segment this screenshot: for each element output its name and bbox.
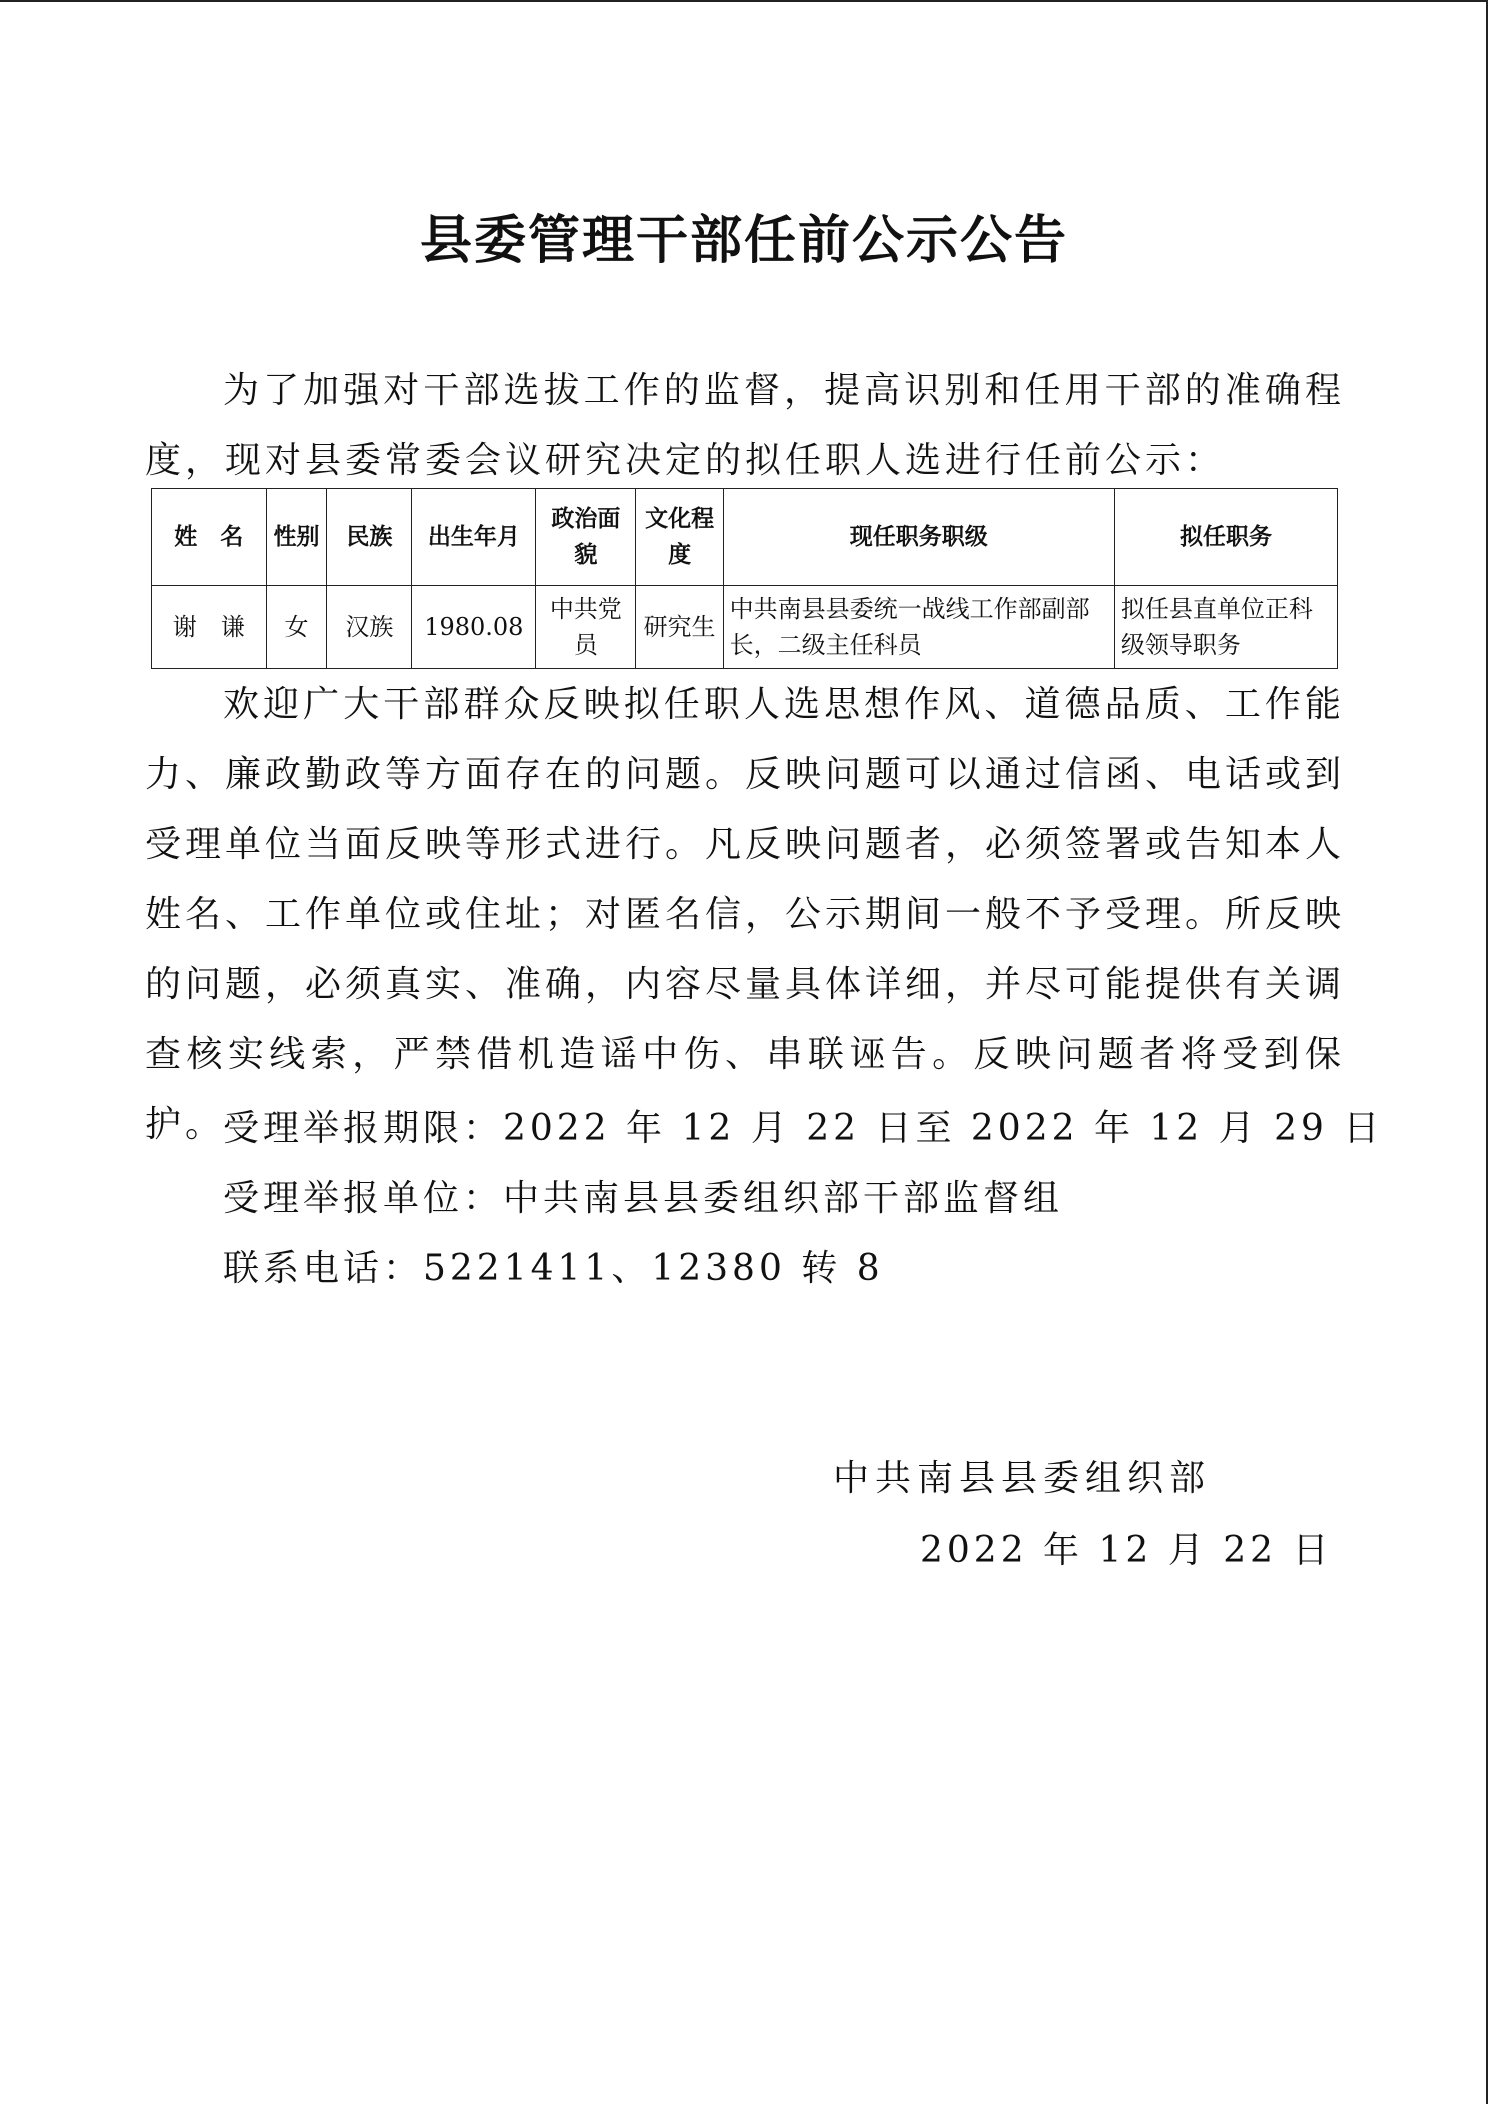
header-current-position: 现任职务职级 bbox=[723, 489, 1114, 586]
table-header-row bbox=[152, 489, 1338, 586]
cell-current-position: 中共南县县委统一战线工作部副部长，二级主任科员 bbox=[723, 586, 1114, 669]
candidate-table bbox=[151, 488, 1338, 669]
header-ethnicity: 民族 bbox=[327, 489, 412, 586]
cell-gender: 女 bbox=[266, 586, 327, 669]
cell-education: 研究生 bbox=[636, 586, 723, 669]
header-birth: 出生年月 bbox=[412, 489, 536, 586]
intro-paragraph: 为了加强对干部选拔工作的监督，提高识别和任用干部的准确程度，现对县委常委会议研究决定的拟任职人选进行任前公示： bbox=[145, 370, 1345, 481]
signature-date: 2022 年 12 月 22 日 bbox=[920, 1530, 1333, 1571]
header-proposed-position: 拟任职务 bbox=[1114, 489, 1337, 586]
cell-ethnicity: 汉族 bbox=[327, 586, 412, 669]
cell-name: 谢 谦 bbox=[152, 586, 267, 669]
contact-phone: 联系电话：5221411、12380 转 8 bbox=[223, 1248, 884, 1289]
cell-proposed-position: 拟任县直单位正科级领导职务 bbox=[1114, 586, 1337, 669]
body-paragraph: 欢迎广大干部群众反映拟任职人选思想作风、道德品质、工作能力、廉政勤政等方面存在的问题。反映问题可以通过信函、电话或到受理单位当面反映等形式进行。凡反映问题者，必须签署或告知本人姓名、工作单位或住址；对匿名信，公示期间一般不予受理。所反映的问题，必须真实、准确，内容尽量具体详细，并尽可能提供有关调查核实线索，严禁借机造谣中伤、串联诬告。反映问题者将受到保护。 bbox=[145, 684, 1346, 1145]
report-unit: 受理举报单位：中共南县县委组织部干部监督组 bbox=[223, 1178, 1064, 1219]
header-name: 姓 名 bbox=[152, 489, 267, 586]
signature-org: 中共南县县委组织部 bbox=[833, 1458, 1212, 1499]
report-period: 受理举报期限：2022 年 12 月 22 日至 2022 年 12 月 29 日 bbox=[223, 1108, 1384, 1149]
cell-birth: 1980.08 bbox=[412, 586, 536, 669]
header-political-status: 政治面貌 bbox=[536, 489, 636, 586]
header-education: 文化程度 bbox=[636, 489, 723, 586]
table-row bbox=[152, 586, 1338, 669]
cell-political-status: 中共党员 bbox=[536, 586, 636, 669]
header-gender: 性别 bbox=[266, 489, 327, 586]
document-title: 县委管理干部任前公示公告 bbox=[419, 211, 1068, 271]
